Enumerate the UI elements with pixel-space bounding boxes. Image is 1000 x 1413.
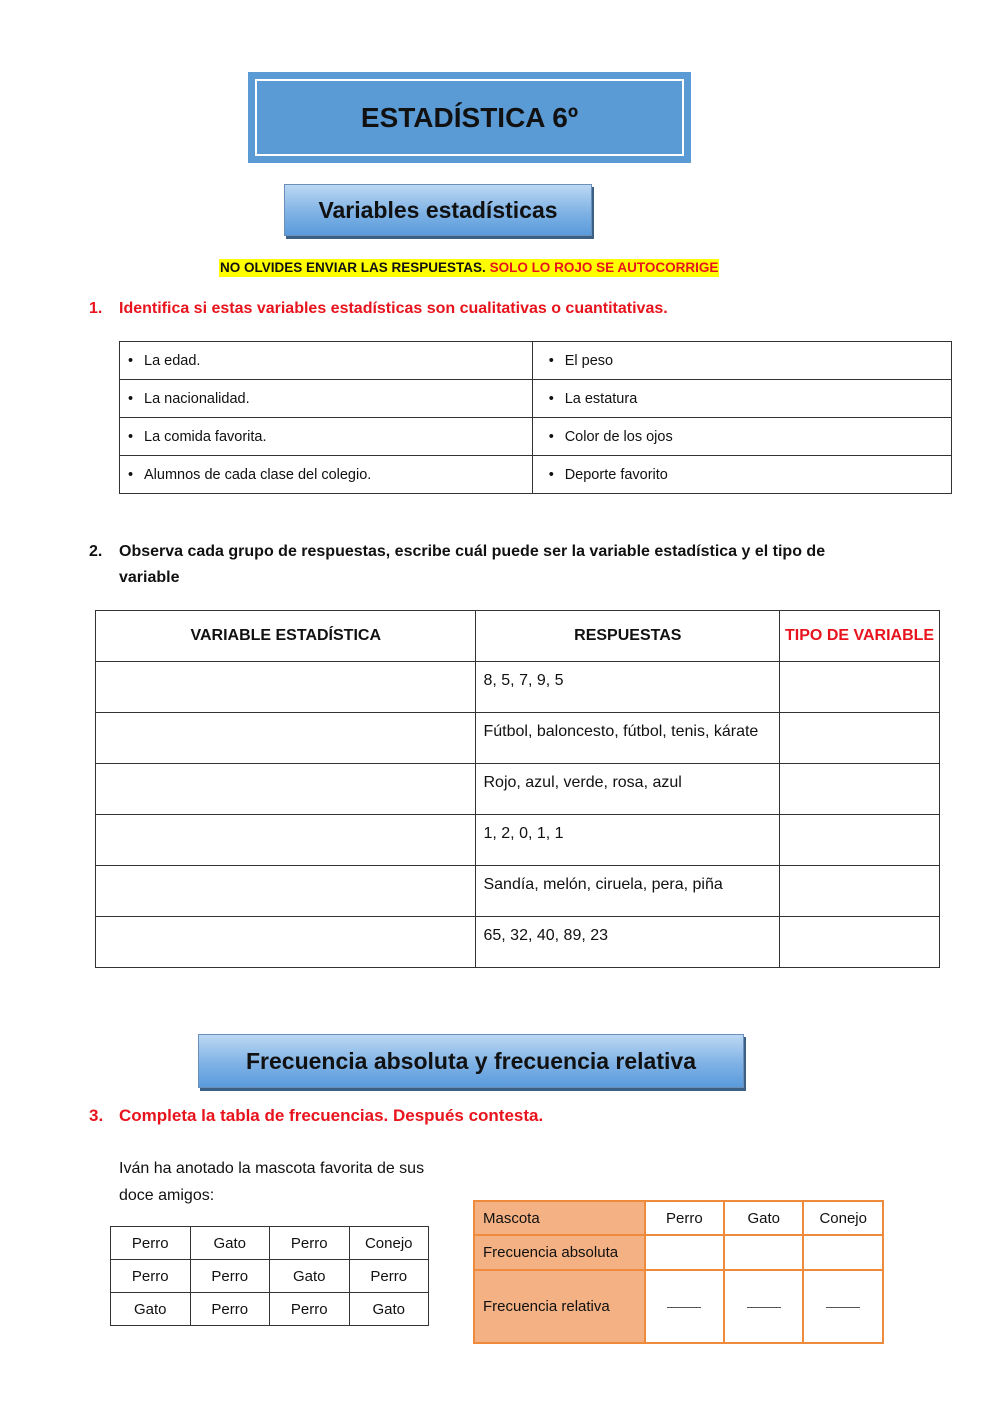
absolute-frequency-input[interactable] <box>724 1235 803 1270</box>
variable-text: Deporte favorito <box>564 466 668 483</box>
bullet-icon: • <box>548 352 554 369</box>
notice-red: SOLO LO ROJO SE AUTOCORRIGE <box>489 260 719 275</box>
variables-row <box>120 380 952 418</box>
absolute-frequency-input[interactable] <box>645 1235 724 1270</box>
q3-intro: Iván ha anotado la mascota favorita de sus doce amigos: <box>119 1160 425 1204</box>
question-2 <box>89 539 879 591</box>
pet-cell: Perro <box>111 1260 191 1293</box>
absolute-frequency-input[interactable] <box>803 1235 883 1270</box>
variable-cell <box>532 418 951 456</box>
bullet-icon: • <box>128 428 134 445</box>
type-input-cell[interactable] <box>780 764 940 815</box>
header-cell: TIPO DE VARIABLE <box>780 611 940 662</box>
q3-number: 3. <box>89 1106 104 1125</box>
responses-cell: 1, 2, 0, 1, 1 <box>476 815 780 866</box>
variable-text: La estatura <box>564 390 638 407</box>
pet-cell: Perro <box>111 1227 191 1260</box>
variable-input-cell[interactable] <box>96 917 476 968</box>
pet-cell: Conejo <box>349 1227 429 1260</box>
header-row <box>96 611 940 662</box>
pet-cell: Gato <box>190 1227 270 1260</box>
bullet-icon: • <box>128 390 134 407</box>
q3-text: Completa la tabla de frecuencias. Después contesta. <box>119 1106 544 1125</box>
bullet-icon: • <box>548 428 554 445</box>
pet-cell: Perro <box>270 1227 350 1260</box>
fraction-line <box>747 1307 781 1308</box>
table-row <box>96 815 940 866</box>
q2-number: 2. <box>89 543 103 560</box>
variable-input-cell[interactable] <box>96 764 476 815</box>
variable-text: Alumnos de cada clase del colegio. <box>144 466 372 483</box>
pet-cell: Perro <box>190 1293 270 1326</box>
variable-text: La comida favorita. <box>144 428 267 445</box>
relative-frequency-input[interactable] <box>803 1270 883 1343</box>
variable-input-cell[interactable] <box>96 713 476 764</box>
pet-column-header: Conejo <box>803 1201 883 1235</box>
type-input-cell[interactable] <box>780 866 940 917</box>
type-input-cell[interactable] <box>780 815 940 866</box>
section-banner-variables: Variables estadísticas <box>284 184 592 236</box>
responses-cell: 8, 5, 7, 9, 5 <box>476 662 780 713</box>
section-banner-frequency: Frecuencia absoluta y frecuencia relativa <box>198 1034 744 1088</box>
bullet-icon: • <box>128 466 134 483</box>
variable-cell <box>120 418 533 456</box>
variables-row <box>120 342 952 380</box>
fraction-line <box>826 1307 860 1308</box>
row-label: Frecuencia absoluta <box>474 1235 645 1270</box>
table-row <box>96 764 940 815</box>
question-1 <box>89 296 668 322</box>
type-input-cell[interactable] <box>780 662 940 713</box>
variable-text: La nacionalidad. <box>144 390 250 407</box>
mascota-row <box>474 1201 883 1235</box>
variable-cell <box>532 456 951 494</box>
q1-number: 1. <box>89 300 103 317</box>
responses-cell: Sandía, melón, ciruela, pera, piña <box>476 866 780 917</box>
absolute-row <box>474 1235 883 1270</box>
table-row <box>96 662 940 713</box>
row-label: Mascota <box>474 1201 645 1235</box>
variable-cell <box>532 380 951 418</box>
pet-cell: Perro <box>190 1260 270 1293</box>
pet-column-header: Perro <box>645 1201 724 1235</box>
table-row <box>96 917 940 968</box>
relative-frequency-input[interactable] <box>724 1270 803 1343</box>
variables-row <box>120 418 952 456</box>
page-title: ESTADÍSTICA 6º <box>255 79 684 156</box>
header-cell: VARIABLE ESTADÍSTICA <box>96 611 476 662</box>
variable-text: La edad. <box>144 352 201 369</box>
variable-input-cell[interactable] <box>96 866 476 917</box>
q1-text: Identifica si estas variables estadísticas son cualitativas o cuantitativas. <box>119 300 668 317</box>
pet-cell: Perro <box>270 1293 350 1326</box>
responses-table <box>95 610 940 968</box>
variables-table <box>119 341 952 494</box>
variable-cell <box>120 342 533 380</box>
type-input-cell[interactable] <box>780 917 940 968</box>
variable-cell <box>120 380 533 418</box>
frequency-table <box>473 1200 884 1344</box>
table-row <box>96 713 940 764</box>
fraction-line <box>667 1307 701 1308</box>
bullet-icon: • <box>128 352 134 369</box>
notice-black: NO OLVIDES ENVIAR LAS RESPUESTAS. <box>220 260 486 275</box>
title-box <box>248 72 691 163</box>
q2-text: Observa cada grupo de respuestas, escribe cuál puede ser la variable estadística y el tipo de variable <box>119 543 826 586</box>
header-cell: RESPUESTAS <box>476 611 780 662</box>
responses-cell: Rojo, azul, verde, rosa, azul <box>476 764 780 815</box>
bullet-icon: • <box>548 466 554 483</box>
table-row <box>96 866 940 917</box>
type-input-cell[interactable] <box>780 713 940 764</box>
variable-input-cell[interactable] <box>96 815 476 866</box>
pet-cell: Perro <box>349 1260 429 1293</box>
responses-cell: Fútbol, baloncesto, fútbol, tenis, kárate <box>476 713 780 764</box>
relative-frequency-input[interactable] <box>645 1270 724 1343</box>
responses-cell: 65, 32, 40, 89, 23 <box>476 917 780 968</box>
pets-row <box>111 1227 429 1260</box>
pet-cell: Gato <box>349 1293 429 1326</box>
notice <box>219 259 719 277</box>
pet-cell: Gato <box>111 1293 191 1326</box>
relative-row <box>474 1270 883 1343</box>
variable-input-cell[interactable] <box>96 662 476 713</box>
pets-row <box>111 1260 429 1293</box>
row-label: Frecuencia relativa <box>474 1270 645 1343</box>
pets-row <box>111 1293 429 1326</box>
variable-cell <box>532 342 951 380</box>
variable-text: El peso <box>564 352 614 369</box>
bullet-icon: • <box>548 390 554 407</box>
pet-cell: Gato <box>270 1260 350 1293</box>
variables-row <box>120 456 952 494</box>
pet-column-header: Gato <box>724 1201 803 1235</box>
question-3 <box>89 1103 543 1129</box>
variable-cell <box>120 456 533 494</box>
variable-text: Color de los ojos <box>564 428 673 445</box>
pets-table <box>110 1226 429 1326</box>
